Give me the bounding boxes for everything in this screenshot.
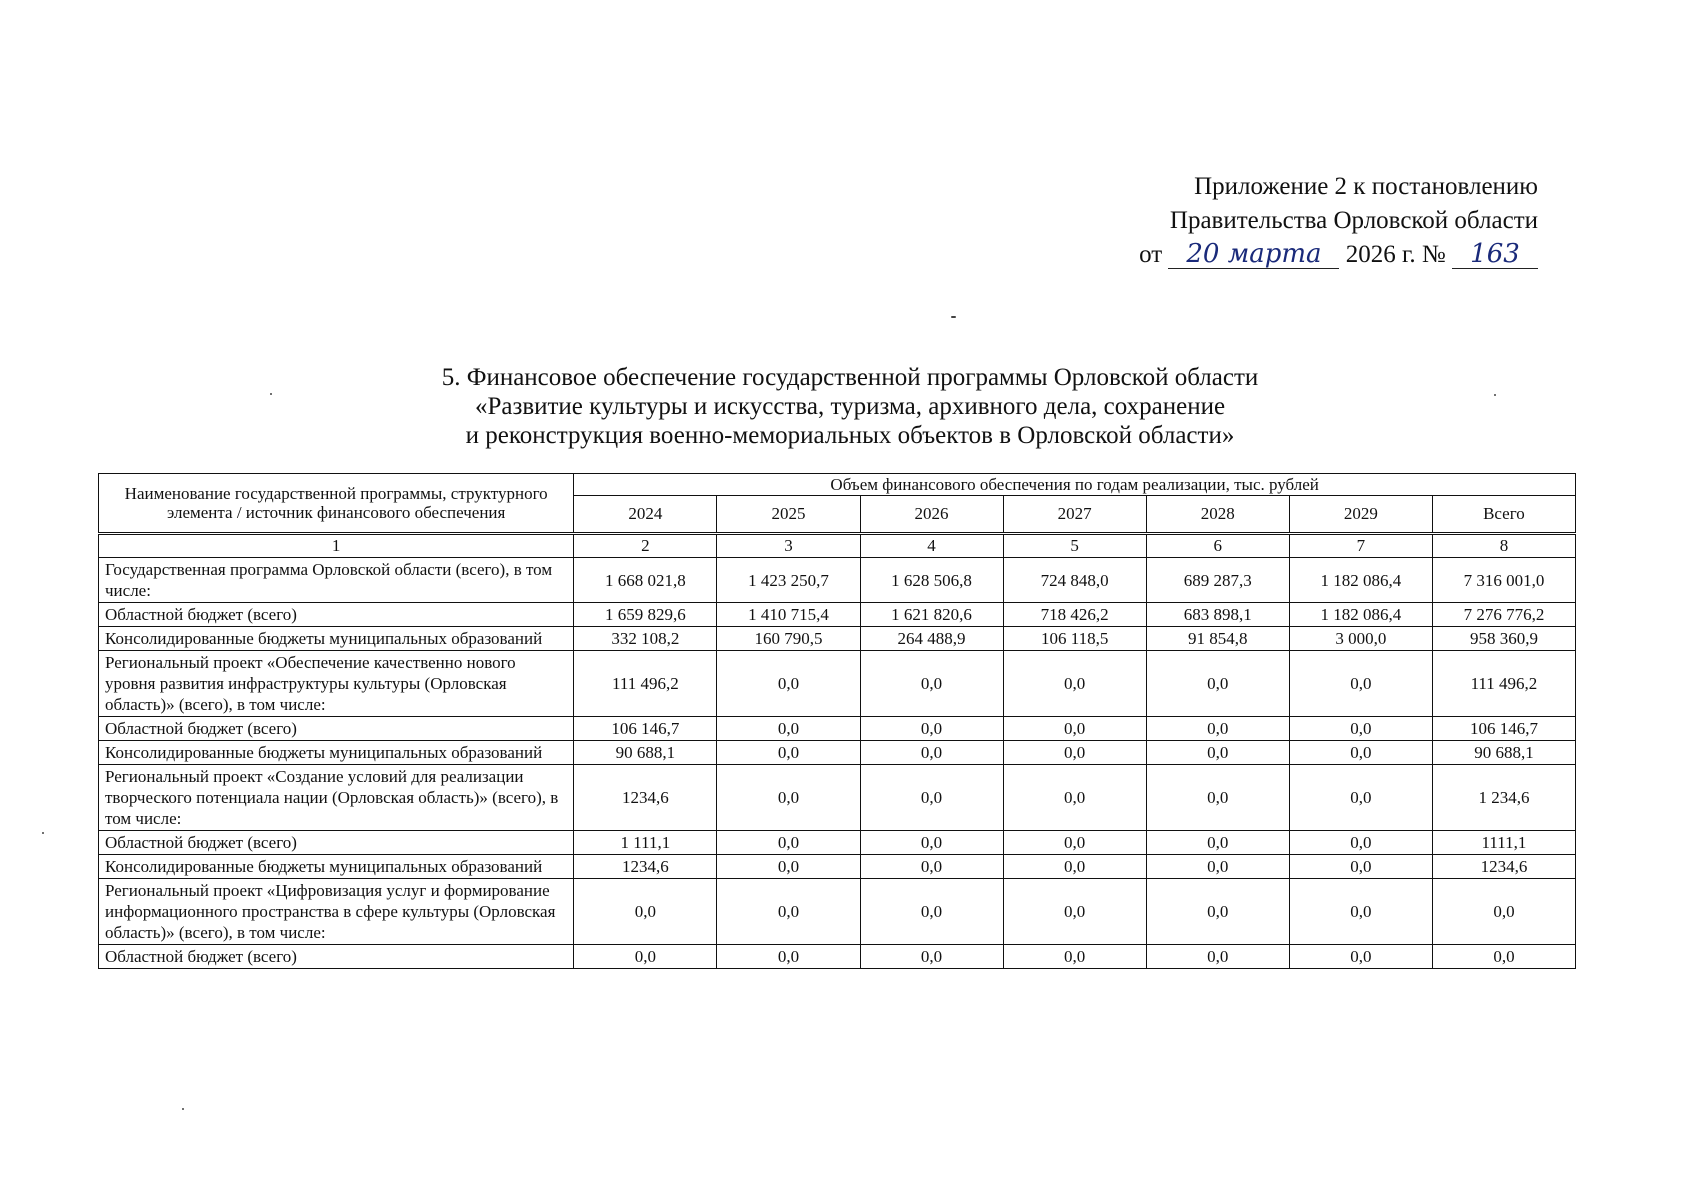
value-cell: 1 423 250,7 [717, 558, 860, 603]
column-number-cell: 5 [1003, 534, 1146, 558]
value-cell: 0,0 [1003, 717, 1146, 741]
value-cell: 106 146,7 [1432, 717, 1575, 741]
value-cell: 0,0 [860, 945, 1003, 969]
title-line-3: и реконструкция военно-мемориальных объектов в Орловской области» [465, 422, 1235, 449]
row-name-cell: Консолидированные бюджеты муниципальных образований [99, 741, 574, 765]
value-cell: 0,0 [717, 717, 860, 741]
column-number-cell: 6 [1146, 534, 1289, 558]
column-number-cell: 4 [860, 534, 1003, 558]
value-cell: 0,0 [1003, 945, 1146, 969]
row-name-cell: Консолидированные бюджеты муниципальных образований [99, 855, 574, 879]
value-cell: 1 659 829,6 [574, 603, 717, 627]
value-cell: 1234,6 [1432, 855, 1575, 879]
value-cell: 1 628 506,8 [860, 558, 1003, 603]
value-cell: 1 182 086,4 [1289, 603, 1432, 627]
value-cell: 0,0 [717, 855, 860, 879]
value-cell: 0,0 [1146, 741, 1289, 765]
row-name-cell: Государственная программа Орловской области (всего), в том числе: [99, 558, 574, 603]
column-number-cell: 3 [717, 534, 860, 558]
value-cell: 0,0 [717, 879, 860, 945]
value-cell: 264 488,9 [860, 627, 1003, 651]
value-cell: 0,0 [860, 651, 1003, 717]
value-cell: 0,0 [717, 831, 860, 855]
table-body [99, 534, 1576, 969]
value-cell: 0,0 [1289, 765, 1432, 831]
value-cell: 0,0 [1432, 945, 1575, 969]
column-number-cell: 1 [99, 534, 574, 558]
scan-speck [1494, 394, 1496, 396]
value-cell: 0,0 [1003, 855, 1146, 879]
value-cell: 718 426,2 [1003, 603, 1146, 627]
value-cell: 1 234,6 [1432, 765, 1575, 831]
title-line-1: 5. Финансовое обеспечение государственной программы Орловской области [441, 364, 1259, 391]
scan-speck [42, 832, 44, 834]
annex-line-1: Приложение 2 к постановлению [1194, 173, 1538, 200]
table-row [99, 603, 1576, 627]
table-row [99, 855, 1576, 879]
value-cell: 3 000,0 [1289, 627, 1432, 651]
header-year-cell: 2025 [717, 496, 860, 534]
value-cell: 90 688,1 [1432, 741, 1575, 765]
value-cell: 91 854,8 [1146, 627, 1289, 651]
header-year-cell: 2028 [1146, 496, 1289, 534]
table-row [99, 651, 1576, 717]
value-cell: 0,0 [1003, 765, 1146, 831]
header-year-cell: 2029 [1289, 496, 1432, 534]
table-row [99, 945, 1576, 969]
value-cell: 160 790,5 [717, 627, 860, 651]
value-cell: 111 496,2 [574, 651, 717, 717]
row-name-cell: Областной бюджет (всего) [99, 717, 574, 741]
value-cell: 0,0 [717, 765, 860, 831]
value-cell: 1111,1 [1432, 831, 1575, 855]
value-cell: 0,0 [1146, 651, 1289, 717]
value-cell: 689 287,3 [1146, 558, 1289, 603]
value-cell: 683 898,1 [1146, 603, 1289, 627]
value-cell: 1234,6 [574, 765, 717, 831]
financing-table [98, 473, 1576, 969]
value-cell: 0,0 [1146, 945, 1289, 969]
header-name-cell: Наименование государственной программы, структурного элемента / источник финансового обеспечения [99, 474, 574, 534]
value-cell: 0,0 [860, 741, 1003, 765]
column-number-cell: 2 [574, 534, 717, 558]
row-name-cell: Региональный проект «Обеспечение качественно нового уровня развития инфраструктуры культуры (Орловская область)» (всего), в том числе: [99, 651, 574, 717]
row-name-cell: Региональный проект «Цифровизация услуг и формирование информационного пространства в сфере культуры (Орловская область)» (всего), в том числе: [99, 879, 574, 945]
column-number-cell: 8 [1432, 534, 1575, 558]
value-cell: 724 848,0 [1003, 558, 1146, 603]
annex-from: от [1139, 241, 1163, 268]
value-cell: 0,0 [860, 765, 1003, 831]
value-cell: 7 316 001,0 [1432, 558, 1575, 603]
row-name-cell: Консолидированные бюджеты муниципальных образований [99, 627, 574, 651]
value-cell: 0,0 [717, 945, 860, 969]
header-year-cell: 2024 [574, 496, 717, 534]
value-cell: 958 360,9 [1432, 627, 1575, 651]
value-cell: 1 621 820,6 [860, 603, 1003, 627]
value-cell: 0,0 [1003, 741, 1146, 765]
table-row [99, 717, 1576, 741]
value-cell: 0,0 [717, 741, 860, 765]
value-cell: 0,0 [1146, 831, 1289, 855]
header-year-cell: 2026 [860, 496, 1003, 534]
value-cell: 0,0 [1146, 855, 1289, 879]
column-number-cell: 7 [1289, 534, 1432, 558]
scan-speck [182, 1108, 184, 1110]
value-cell: 1 111,1 [574, 831, 717, 855]
value-cell: 0,0 [574, 945, 717, 969]
value-cell: 0,0 [1003, 879, 1146, 945]
scan-speck [951, 316, 956, 318]
row-name-cell: Региональный проект «Создание условий для реализации творческого потенциала нации (Орловская область)» (всего), в том числе: [99, 765, 574, 831]
value-cell: 0,0 [860, 879, 1003, 945]
annex-block [1058, 170, 1538, 272]
value-cell: 0,0 [1432, 879, 1575, 945]
value-cell: 0,0 [1289, 945, 1432, 969]
value-cell: 106 118,5 [1003, 627, 1146, 651]
table-row [99, 627, 1576, 651]
row-name-cell: Областной бюджет (всего) [99, 945, 574, 969]
value-cell: 0,0 [1289, 855, 1432, 879]
value-cell: 0,0 [1289, 879, 1432, 945]
value-cell: 0,0 [1146, 765, 1289, 831]
value-cell: 0,0 [860, 855, 1003, 879]
value-cell: 0,0 [860, 831, 1003, 855]
value-cell: 1 182 086,4 [1289, 558, 1432, 603]
table-row [99, 741, 1576, 765]
column-number-row [99, 534, 1576, 558]
value-cell: 0,0 [717, 651, 860, 717]
value-cell: 332 108,2 [574, 627, 717, 651]
table-row [99, 558, 1576, 603]
table-row [99, 765, 1576, 831]
handwritten-number: 163 [1452, 240, 1538, 269]
header-volume-cell: Объем финансового обеспечения по годам реализации, тыс. рублей [574, 474, 1576, 496]
annex-line-2: Правительства Орловской области [1169, 207, 1538, 234]
header-year-cell: 2027 [1003, 496, 1146, 534]
document-title [250, 363, 1450, 450]
title-line-2: «Развитие культуры и искусства, туризма, архивного дела, сохранение [474, 393, 1226, 420]
value-cell: 111 496,2 [1432, 651, 1575, 717]
row-name-cell: Областной бюджет (всего) [99, 603, 574, 627]
value-cell: 0,0 [1289, 717, 1432, 741]
value-cell: 7 276 776,2 [1432, 603, 1575, 627]
annex-year-suffix: 2026 г. № [1345, 241, 1446, 268]
header-year-cell: Всего [1432, 496, 1575, 534]
annex-line-3 [1058, 238, 1538, 272]
value-cell: 0,0 [1289, 831, 1432, 855]
table-row [99, 879, 1576, 945]
value-cell: 0,0 [1003, 831, 1146, 855]
value-cell: 90 688,1 [574, 741, 717, 765]
table-row [99, 831, 1576, 855]
value-cell: 1234,6 [574, 855, 717, 879]
row-name-cell: Областной бюджет (всего) [99, 831, 574, 855]
table-header [99, 474, 1576, 534]
value-cell: 106 146,7 [574, 717, 717, 741]
value-cell: 0,0 [1289, 741, 1432, 765]
value-cell: 1 668 021,8 [574, 558, 717, 603]
value-cell: 1 410 715,4 [717, 603, 860, 627]
value-cell: 0,0 [860, 717, 1003, 741]
scan-speck [270, 393, 272, 395]
value-cell: 0,0 [1146, 879, 1289, 945]
value-cell: 0,0 [574, 879, 717, 945]
value-cell: 0,0 [1003, 651, 1146, 717]
value-cell: 0,0 [1289, 651, 1432, 717]
value-cell: 0,0 [1146, 717, 1289, 741]
handwritten-date: 20 марта [1168, 240, 1339, 269]
